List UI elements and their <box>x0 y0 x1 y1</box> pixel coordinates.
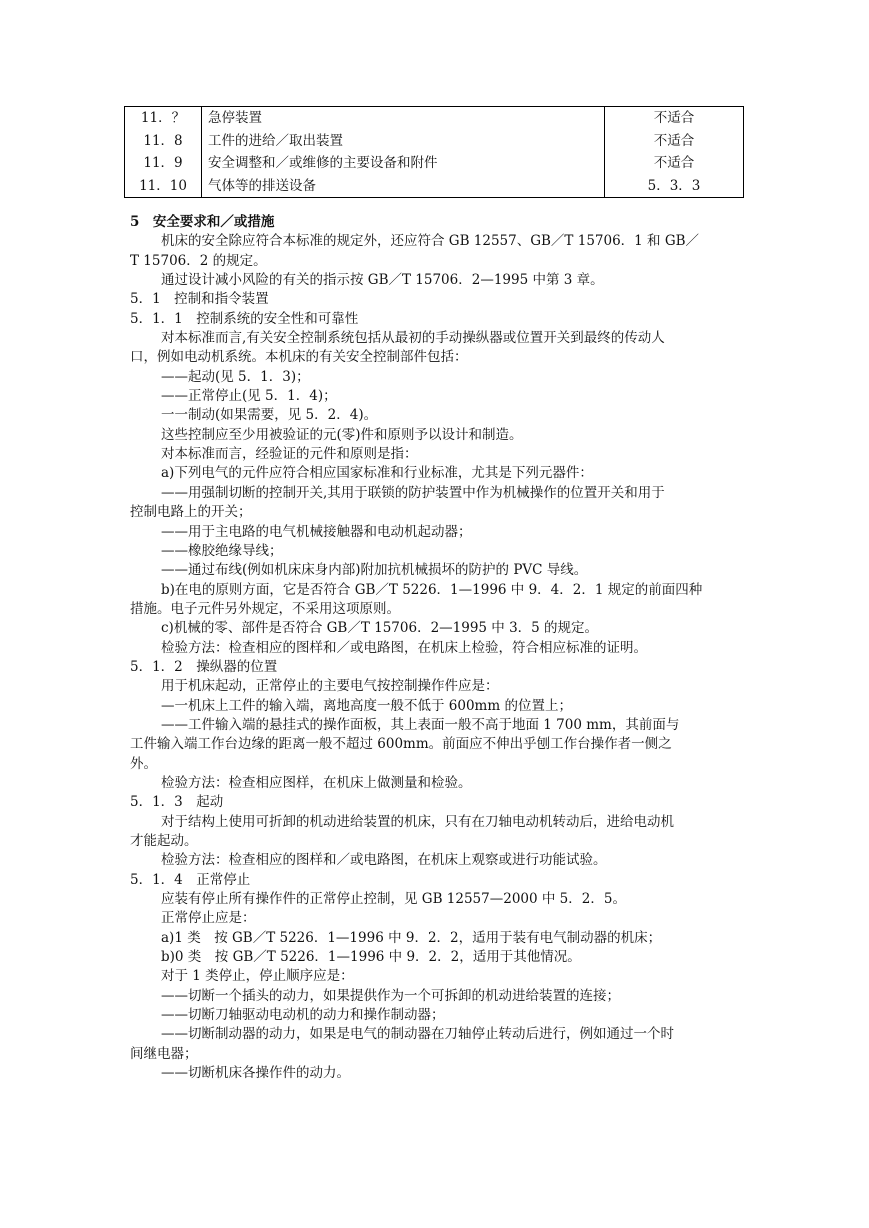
text-line: 这些控制应至少用被验证的元(零)件和原则予以设计和制造。 <box>161 426 523 443</box>
text-line: 检验方法：检查相应图样，在机床上做测量和检验。 <box>161 774 472 791</box>
text-line: 5．1．3 起动 <box>130 794 224 811</box>
text-line: ——切断刀轴驱动电动机的动力和操作制动器； <box>161 1007 445 1024</box>
text-line: b)在电的原则方面，它是否符合 GB／T 5226．1—1996 中 9．4．2．1 规定的前面四种 <box>161 581 703 598</box>
text-line: ——用强制切断的控制开关,其用于联锁的防护装置中作为机械操作的位置开关和用于 <box>161 484 665 501</box>
text-line: ——用于主电路的电气机械接触器和电动机起动器； <box>161 523 472 540</box>
body-text <box>130 213 740 1083</box>
text-line: 对本标准而言,有关安全控制系统包括从最初的手动操纵器或位置开关到最终的传动人 <box>161 330 665 347</box>
text-line: ——起动(见 5．1．3)； <box>161 368 310 385</box>
text-line: 正常停止应是： <box>161 910 256 927</box>
text-line: c)机械的零、部件是否符合 GB／T 15706．2—1995 中 3．5 的规定。 <box>161 620 599 637</box>
hazard-reference-table <box>124 106 744 198</box>
text-line: 检验方法：检查相应的图样和／或电路图，在机床上检验，符合相应标准的证明。 <box>161 639 647 656</box>
text-line: —一机床上工件的输入端，离地高度一般不低于 600mm 的位置上； <box>161 697 572 714</box>
table-row <box>125 130 744 153</box>
clause-reference: 不适合 <box>605 130 744 153</box>
text-line: 对于 1 类停止，停止顺序应是： <box>161 968 354 985</box>
text-line: 口，例如电动机系统。本机床的有关安全控制部件包括： <box>130 349 468 366</box>
text-line: 对本标准而言，经验证的元件和原则是指： <box>161 446 418 463</box>
text-line: 才能起动。 <box>130 833 198 849</box>
text-line: ——正常停止(见 5．1．4)； <box>161 388 337 405</box>
text-line: 检验方法：检查相应的图样和／或电路图，在机床上观察或进行功能试验。 <box>161 852 607 869</box>
clause-number: 11．？ <box>125 107 202 130</box>
text-line: 5．1．4 正常停止 <box>130 871 251 888</box>
text-line: a)下列电气的元件应符合相应国家标准和行业标准，尤其是下列元器件： <box>161 465 593 482</box>
clause-number: 11．8 <box>125 130 202 153</box>
clause-number: 11．10 <box>125 175 202 198</box>
clause-number: 11．9 <box>125 152 202 175</box>
text-line: T 15706．2 的规定。 <box>130 252 267 269</box>
text-line: ——通过布线(例如机床床身内部)附加抗机械损坏的防护的 PVC 导线。 <box>161 562 588 579</box>
text-line: 用于机床起动，正常停止的主要电气按控制操作件应是： <box>161 678 499 695</box>
text-line: ——橡胶绝缘导线； <box>161 542 283 559</box>
table-body <box>125 107 744 198</box>
hazard-item: 气体等的排送设备 <box>202 175 605 198</box>
text-line: 机床的安全除应符合本标准的规定外，还应符合 GB 12557、GB／T 15706．1 和 GB／ <box>161 233 700 250</box>
hazard-item: 急停装置 <box>202 107 605 130</box>
hazard-item: 工件的进给／取出装置 <box>202 130 605 153</box>
text-line: ——工件输入端的悬挂式的操作面板，其上表面一般不高于地面 1 700 mm，其前面与 <box>161 716 680 733</box>
text-line: 间继电器； <box>130 1045 198 1062</box>
text-line: 一一制动(如果需要，见 5．2．4)。 <box>161 407 378 424</box>
text-line: a)1 类 按 GB／T 5226．1—1996 中 9．2．2，适用于装有电气制动器的机床； <box>161 929 662 946</box>
text-line: 5．1 控制和指令装置 <box>130 291 269 308</box>
clause-reference: 5．3．3 <box>605 175 744 198</box>
table-row <box>125 107 744 130</box>
table-row <box>125 175 744 198</box>
text-line: ——切断机床各操作件的动力。 <box>161 1065 350 1082</box>
text-line: 外。 <box>130 755 157 772</box>
clause-reference: 不适合 <box>605 152 744 175</box>
text-line: 5．1．2 操纵器的位置 <box>130 658 278 675</box>
table-row <box>125 152 744 175</box>
text-line: 应装有停止所有操作件的正常停止控制，见 GB 12557—2000 中 5．2．5。 <box>161 891 626 908</box>
text-line: ——切断一个插头的动力，如果提供作为一个可拆卸的机动进给装置的连接； <box>161 987 620 1004</box>
text-line: 措施。电子元件另外规定，不采用这项原则。 <box>130 600 400 617</box>
text-line: 通过设计减小风险的有关的指示按 GB／T 15706．2—1995 中第 3 章。 <box>161 272 604 289</box>
text-line: b)0 类 按 GB／T 5226．1—1996 中 9．2．2，适用于其他情况。 <box>161 949 581 966</box>
clause-reference: 不适合 <box>605 107 744 130</box>
section-heading: 5 安全要求和／或措施 <box>130 214 275 230</box>
text-line: ——切断制动器的动力，如果是电气的制动器在刀轴停止转动后进行，例如通过一个时 <box>161 1026 674 1043</box>
text-line: 控制电路上的开关； <box>130 504 252 521</box>
text-line: 5．1．1 控制系统的安全性和可靠性 <box>130 310 359 327</box>
text-line: 对于结构上使用可折卸的机动进给装置的机床，只有在刀轴电动机转动后，进给电动机 <box>161 813 674 830</box>
hazard-item: 安全调整和／或维修的主要设备和附件 <box>202 152 605 175</box>
text-line: 工件输入端工作台边缘的距离一般不超过 600mm。前面应不伸出乎刨工作台操作者一侧之 <box>130 736 672 753</box>
